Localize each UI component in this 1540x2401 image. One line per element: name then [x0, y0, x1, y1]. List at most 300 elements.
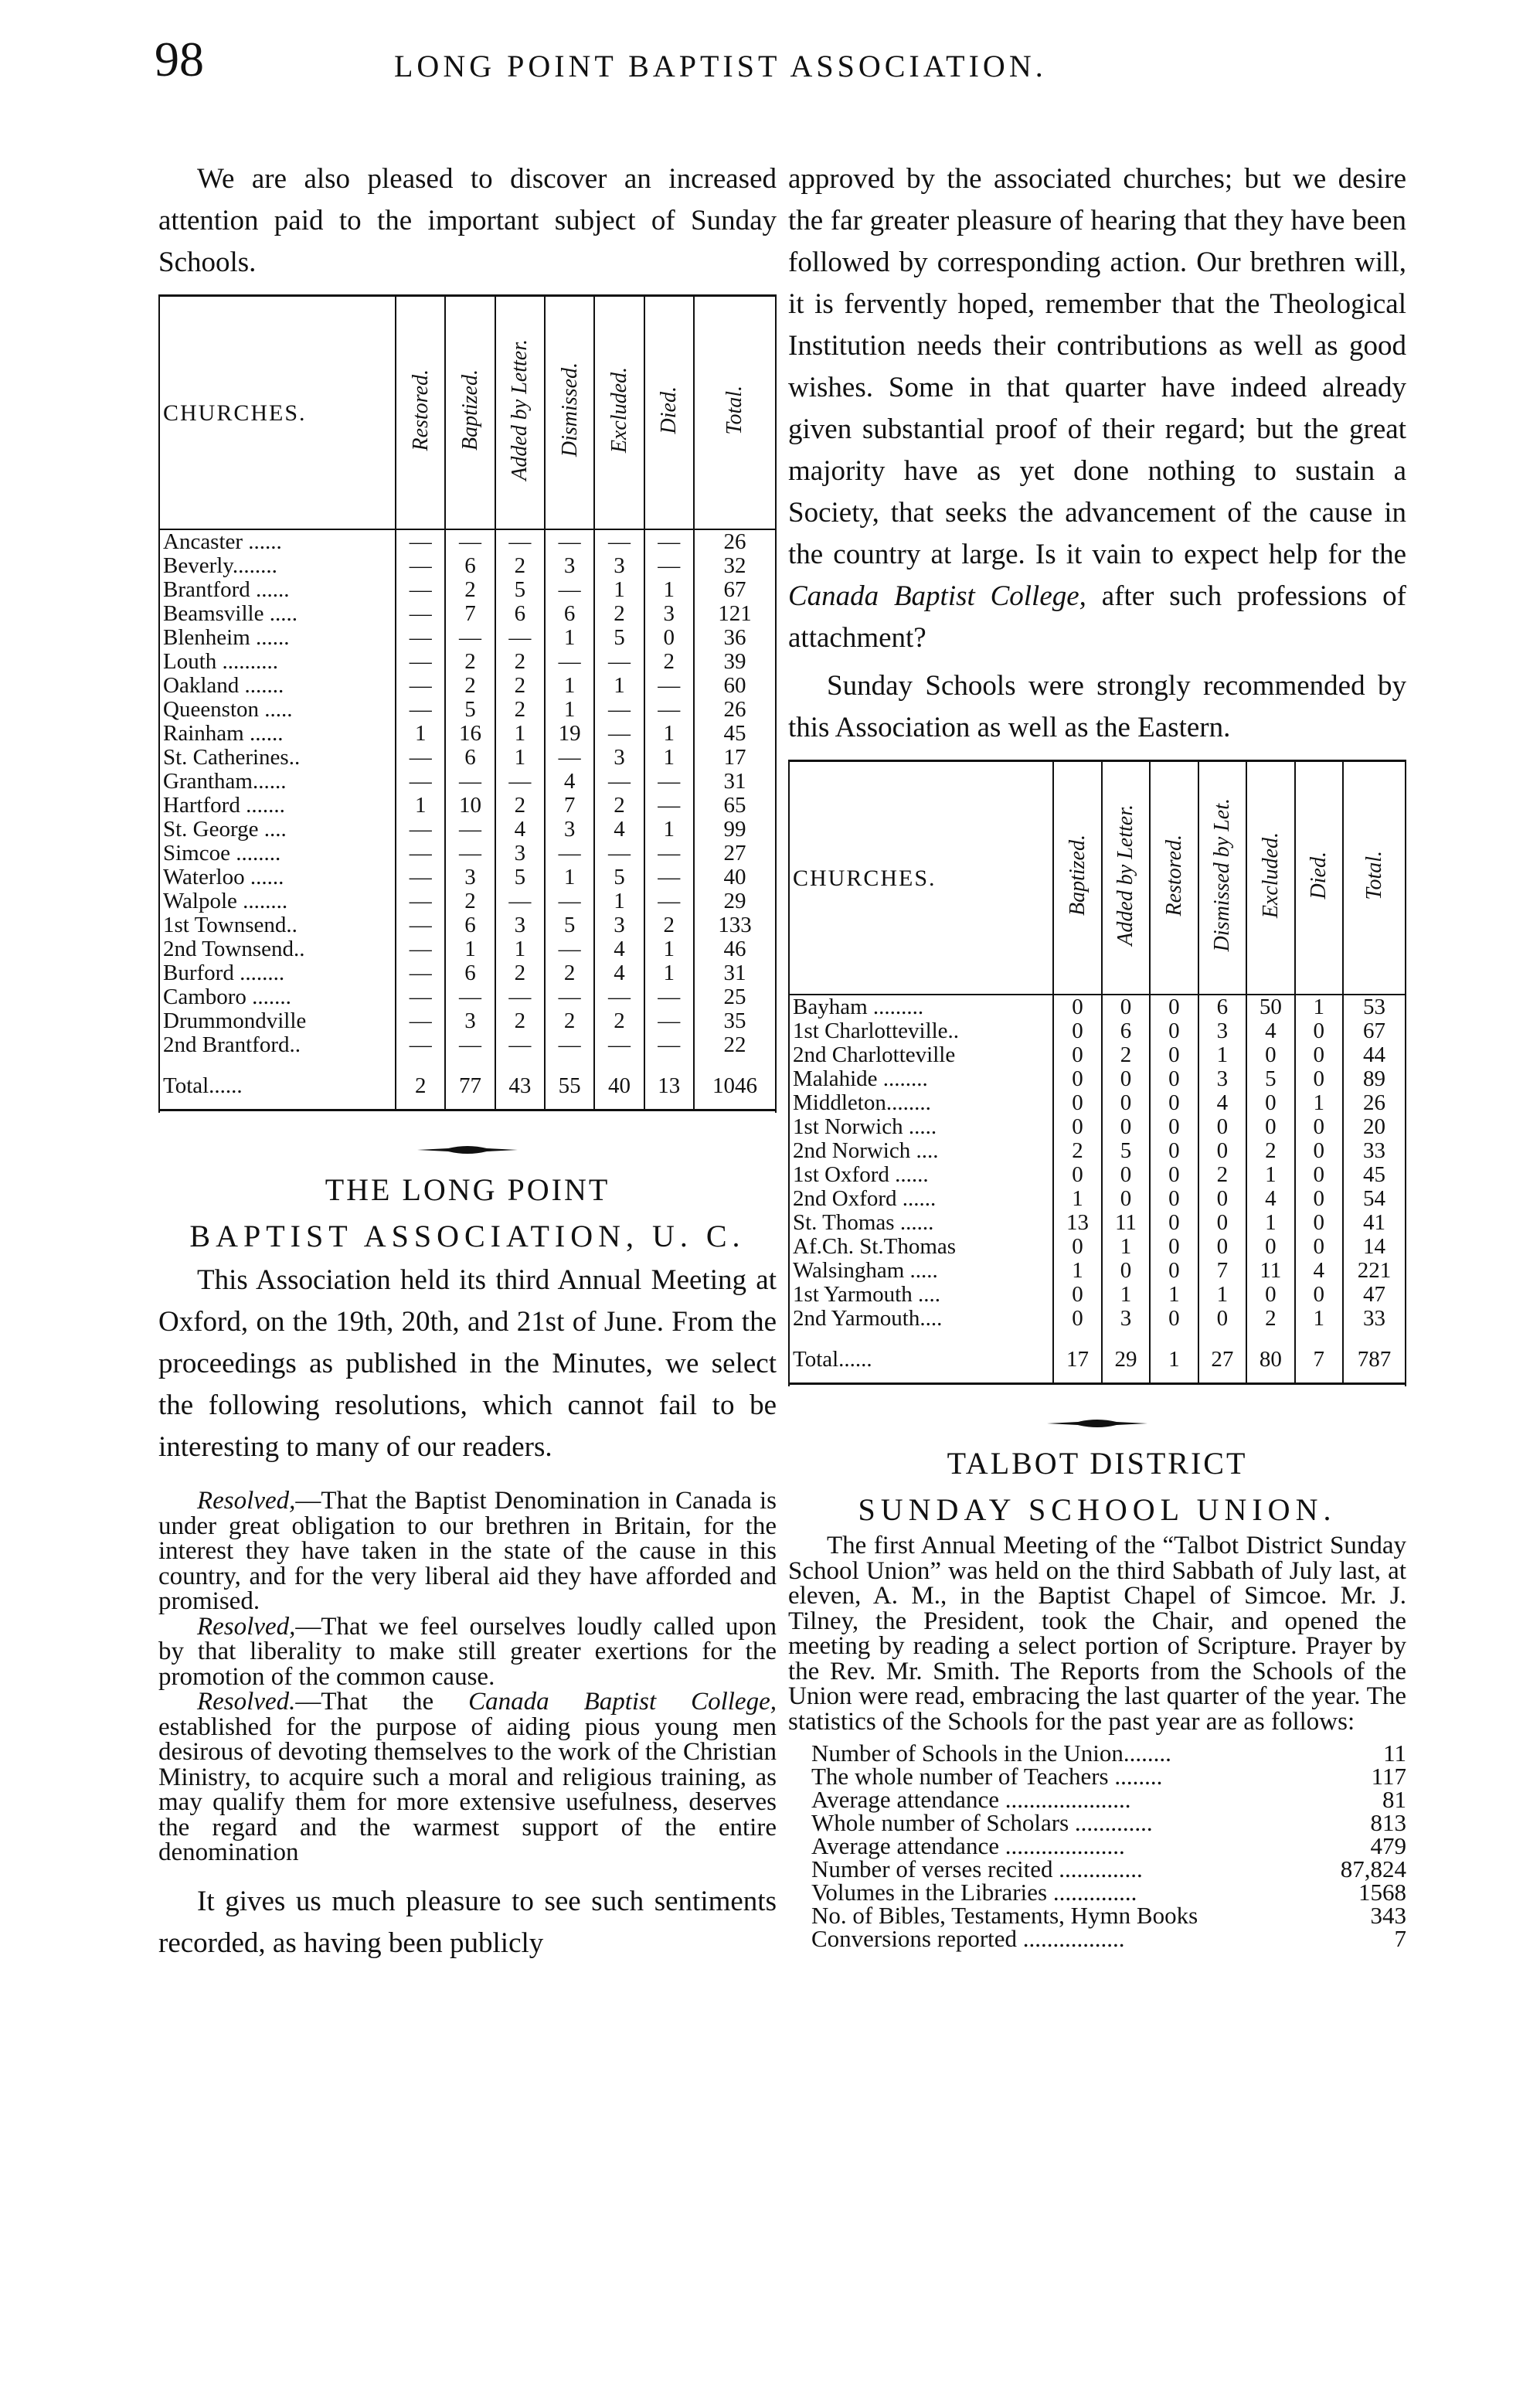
- table-cell: —: [445, 818, 495, 842]
- table-cell: 99: [694, 818, 775, 842]
- left-column: [158, 158, 777, 1964]
- column-header-label: Died.: [657, 386, 682, 434]
- table-cell: 0: [1295, 1139, 1343, 1163]
- resolution-1: [158, 1488, 777, 1614]
- table-cell: 2: [445, 674, 495, 698]
- column-header: [545, 296, 594, 530]
- column-header: [495, 296, 545, 530]
- church-name: Camboro .......: [163, 985, 291, 1009]
- table-cell: 0: [1198, 1187, 1246, 1211]
- table-cell: 0: [1295, 1187, 1343, 1211]
- table-row: [160, 818, 775, 842]
- table-cell: 1: [644, 818, 694, 842]
- table-cell: 0: [1102, 1187, 1150, 1211]
- table-cell: —: [545, 650, 594, 674]
- table-cell: —: [644, 794, 694, 818]
- table-cell: 31: [694, 961, 775, 985]
- table-cell: 25: [694, 985, 775, 1009]
- table-cell: 5: [1246, 1067, 1294, 1091]
- church-name: 2nd Norwich ....: [793, 1138, 939, 1163]
- table-cell: 2: [445, 578, 495, 602]
- table-cell: —: [594, 698, 644, 722]
- table-cell: 1: [644, 578, 694, 602]
- table-cell: —: [644, 866, 694, 889]
- statistic-value: 11: [1383, 1740, 1406, 1767]
- table-cell: 11: [1102, 1211, 1150, 1235]
- ornament-divider-icon: [1047, 1417, 1147, 1430]
- table-cell: 0: [1246, 1043, 1294, 1067]
- table-cell: 40: [694, 866, 775, 889]
- table-cell: —: [396, 818, 445, 842]
- closing-paragraph: It gives us much pleasure to see such sentiments recorded, as having been publicly: [158, 1885, 777, 1959]
- ornament-divider-icon: [417, 1144, 518, 1156]
- total-cell: 27: [1198, 1331, 1246, 1384]
- column-header-label: Restored.: [1161, 834, 1186, 917]
- table-cell: —: [545, 1033, 594, 1057]
- table-cell: 0: [1053, 1043, 1101, 1067]
- table-cell: 44: [1343, 1043, 1405, 1067]
- church-name: Waterloo ......: [163, 865, 284, 889]
- sunday-schools-paragraph: Sunday Schools were strongly recommended by this Association as well as the Eastern.: [788, 670, 1406, 743]
- table-row: [160, 913, 775, 937]
- table-cell: 2: [495, 698, 545, 722]
- college-name: Canada Baptist College,: [788, 580, 1086, 612]
- table-cell: 67: [694, 578, 775, 602]
- total-cell: 7: [1295, 1331, 1343, 1384]
- statistic-value: 343: [1370, 1902, 1406, 1929]
- resolution-3: [158, 1689, 777, 1865]
- statistic-value: 117: [1371, 1763, 1406, 1790]
- column-header: [1150, 761, 1198, 995]
- table-cell: 3: [1198, 1067, 1246, 1091]
- table-cell: —: [644, 1009, 694, 1033]
- table-cell: 33: [1343, 1139, 1405, 1163]
- table-cell: 2: [495, 1009, 545, 1033]
- table-cell: 4: [594, 937, 644, 961]
- table-cell: —: [545, 985, 594, 1009]
- table-cell: —: [445, 1033, 495, 1057]
- table-cell: 31: [694, 770, 775, 794]
- table-cell: 1: [1053, 1259, 1101, 1283]
- table-cell: 26: [694, 529, 775, 554]
- church-name: Burford ........: [163, 961, 285, 985]
- table-cell: 0: [1150, 1019, 1198, 1043]
- column-header: [790, 761, 1053, 995]
- church-name: St. George ....: [163, 817, 287, 842]
- table-cell: 26: [1343, 1091, 1405, 1115]
- table-cell: 2: [445, 889, 495, 913]
- table-cell: 4: [594, 818, 644, 842]
- total-cell: 17: [1053, 1331, 1101, 1384]
- table-cell: 32: [694, 554, 775, 578]
- table-cell: 10: [445, 794, 495, 818]
- page-number: 98: [155, 32, 204, 87]
- column-header-label: Excluded.: [1258, 832, 1283, 919]
- table-row: [160, 722, 775, 746]
- table-cell: 65: [694, 794, 775, 818]
- table-cell: 27: [694, 842, 775, 866]
- table-cell: 3: [495, 842, 545, 866]
- church-name: Beamsville .....: [163, 601, 297, 626]
- table-cell: 1: [644, 937, 694, 961]
- table-cell: 1: [1053, 1187, 1101, 1211]
- table-row: [790, 1019, 1405, 1043]
- table-cell: 0: [1150, 1043, 1198, 1067]
- table-cell: 20: [1343, 1115, 1405, 1139]
- table-row: [160, 1009, 775, 1033]
- table-cell: 5: [495, 578, 545, 602]
- table-cell: 47: [1343, 1283, 1405, 1307]
- church-name: Af.Ch. St.Thomas: [793, 1234, 957, 1259]
- column-header-label: Baptized.: [1066, 835, 1090, 916]
- table-cell: 29: [694, 889, 775, 913]
- table-cell: 0: [1150, 1115, 1198, 1139]
- table-cell: 4: [1246, 1019, 1294, 1043]
- table-cell: 6: [1198, 995, 1246, 1019]
- table-cell: 0: [1246, 1283, 1294, 1307]
- table-cell: —: [545, 889, 594, 913]
- table-cell: —: [594, 529, 644, 554]
- table-cell: 1: [1295, 1307, 1343, 1331]
- table-cell: 1: [644, 961, 694, 985]
- column-header: [694, 296, 775, 530]
- table-row: [790, 1115, 1405, 1139]
- table-cell: —: [396, 698, 445, 722]
- column-header-label: Dismissed by Let.: [1210, 798, 1235, 952]
- column-header-label: Total.: [722, 385, 747, 435]
- table-row: [790, 1187, 1405, 1211]
- table-cell: 3: [445, 866, 495, 889]
- column-header: [1295, 761, 1343, 995]
- table-cell: 33: [1343, 1307, 1405, 1331]
- table-cell: 2: [644, 650, 694, 674]
- church-name: Malahide ........: [793, 1066, 928, 1091]
- table-cell: —: [495, 529, 545, 554]
- table-cell: 0: [1150, 1235, 1198, 1259]
- table-cell: 2: [1053, 1139, 1101, 1163]
- section-subtitle-association: BAPTIST ASSOCIATION, U. C.: [189, 1219, 746, 1253]
- table-row: [160, 842, 775, 866]
- table-cell: —: [396, 770, 445, 794]
- total-cell: 1046: [694, 1057, 775, 1110]
- table-cell: 46: [694, 937, 775, 961]
- column-header: [445, 296, 495, 530]
- total-cell: 55: [545, 1057, 594, 1110]
- text: after such professions of attachment?: [788, 580, 1406, 654]
- table-cell: 133: [694, 913, 775, 937]
- church-name: 1st Townsend..: [163, 913, 297, 937]
- resolution-text: —That we feel ourselves loudly called upon by that liberality to make still greater exertions for the promotion of the common cause.: [158, 1612, 777, 1691]
- table-cell: —: [495, 1033, 545, 1057]
- table-cell: —: [445, 626, 495, 650]
- table-cell: 2: [1102, 1043, 1150, 1067]
- statistic-label: Conversions reported .................: [811, 1925, 1125, 1952]
- intro-paragraph: We are also pleased to discover an increased attention paid to the important subject of Sunday Schools.: [158, 163, 777, 278]
- church-name: Walpole ........: [163, 889, 288, 913]
- table-cell: —: [545, 937, 594, 961]
- table-cell: 14: [1343, 1235, 1405, 1259]
- table-cell: 67: [1343, 1019, 1405, 1043]
- church-name: Bayham .........: [793, 995, 924, 1019]
- table-cell: —: [396, 842, 445, 866]
- table-row: [790, 1091, 1405, 1115]
- church-statistics-table-1: [158, 294, 777, 1113]
- table-cell: 0: [1198, 1235, 1246, 1259]
- continuation-paragraph: [788, 158, 1406, 659]
- table-cell: 4: [1198, 1091, 1246, 1115]
- table-row: [160, 889, 775, 913]
- table-cell: 3: [1102, 1307, 1150, 1331]
- table-cell: 0: [1198, 1307, 1246, 1331]
- table-cell: 0: [1102, 1259, 1150, 1283]
- table-row: [160, 985, 775, 1009]
- statistic-row: [788, 1788, 1406, 1811]
- resolved-label: Resolved,: [197, 1612, 296, 1641]
- table-row: [790, 1283, 1405, 1307]
- resolved-label: Resolved,: [197, 1487, 296, 1515]
- table-cell: —: [396, 866, 445, 889]
- table-cell: 45: [694, 722, 775, 746]
- statistic-value: 7: [1394, 1925, 1406, 1952]
- total-label: Total......: [793, 1347, 872, 1372]
- church-name: 2nd Townsend..: [163, 937, 305, 961]
- table-cell: 0: [1102, 1091, 1150, 1115]
- table-cell: 17: [694, 746, 775, 770]
- table-cell: 1: [1198, 1043, 1246, 1067]
- table-cell: 7: [545, 794, 594, 818]
- table-cell: 39: [694, 650, 775, 674]
- column-header: [1102, 761, 1150, 995]
- table-cell: 0: [1150, 1187, 1198, 1211]
- table-cell: 1: [495, 937, 545, 961]
- table-cell: 2: [594, 602, 644, 626]
- table-cell: 3: [594, 554, 644, 578]
- table-cell: —: [644, 529, 694, 554]
- table-row: [160, 794, 775, 818]
- church-name: Drummondville: [163, 1008, 307, 1033]
- table-cell: 0: [1295, 1211, 1343, 1235]
- table-cell: 36: [694, 626, 775, 650]
- table-cell: 0: [1150, 995, 1198, 1019]
- table-cell: —: [545, 746, 594, 770]
- table-cell: 2: [495, 674, 545, 698]
- church-name: 2nd Brantford..: [163, 1032, 301, 1057]
- total-row: [160, 1057, 775, 1110]
- column-header-label: Restored.: [408, 369, 433, 451]
- table-row: [160, 602, 775, 626]
- column-header: [396, 296, 445, 530]
- church-name: 1st Charlotteville..: [793, 1019, 960, 1043]
- table-cell: 6: [445, 913, 495, 937]
- table-cell: 0: [1150, 1259, 1198, 1283]
- table-row: [790, 1067, 1405, 1091]
- church-name: Simcoe ........: [163, 841, 281, 866]
- table-cell: 4: [495, 818, 545, 842]
- table-row: [790, 1211, 1405, 1235]
- table-cell: —: [396, 913, 445, 937]
- table-cell: 1: [545, 866, 594, 889]
- total-row: [790, 1331, 1405, 1384]
- statistic-label: No. of Bibles, Testaments, Hymn Books: [811, 1902, 1198, 1929]
- statistic-row: [788, 1881, 1406, 1904]
- table-row: [160, 746, 775, 770]
- section-subtitle-union: SUNDAY SCHOOL UNION.: [858, 1492, 1337, 1527]
- table-cell: 13: [1053, 1211, 1101, 1235]
- table-cell: —: [396, 961, 445, 985]
- table-cell: 1: [545, 626, 594, 650]
- table-cell: 4: [1246, 1187, 1294, 1211]
- table-cell: —: [644, 698, 694, 722]
- table-cell: 1: [396, 794, 445, 818]
- table-cell: —: [495, 626, 545, 650]
- table-cell: —: [396, 602, 445, 626]
- column-header-label: Baptized.: [458, 369, 483, 451]
- table-row: [790, 1163, 1405, 1187]
- statistic-row: [788, 1927, 1406, 1950]
- column-header-label: Added by Letter.: [508, 339, 532, 481]
- table-cell: 3: [545, 818, 594, 842]
- table-cell: 1: [1102, 1235, 1150, 1259]
- table-cell: 0: [1150, 1139, 1198, 1163]
- table-cell: 3: [644, 602, 694, 626]
- church-name: Ancaster ......: [163, 529, 282, 554]
- table-cell: 5: [594, 866, 644, 889]
- table-cell: 0: [644, 626, 694, 650]
- total-cell: 2: [396, 1057, 445, 1110]
- church-name: Grantham......: [163, 769, 287, 794]
- table-cell: 4: [594, 961, 644, 985]
- resolved-label: Resolved.: [197, 1688, 296, 1716]
- table-cell: 0: [1198, 1139, 1246, 1163]
- table-cell: 60: [694, 674, 775, 698]
- table-cell: 2: [445, 650, 495, 674]
- table-cell: —: [495, 985, 545, 1009]
- total-cell: 43: [495, 1057, 545, 1110]
- table-cell: 5: [1102, 1139, 1150, 1163]
- table-cell: —: [545, 529, 594, 554]
- table-cell: 0: [1246, 1235, 1294, 1259]
- table-row: [790, 1139, 1405, 1163]
- statistic-value: 479: [1370, 1832, 1406, 1859]
- table-cell: 26: [694, 698, 775, 722]
- table-row: [790, 995, 1405, 1019]
- table-cell: 1: [445, 937, 495, 961]
- table-cell: 4: [1295, 1259, 1343, 1283]
- church-name: St. Catherines..: [163, 745, 301, 770]
- table-cell: 50: [1246, 995, 1294, 1019]
- statistic-label: Average attendance ....................: [811, 1832, 1125, 1859]
- table-cell: —: [396, 889, 445, 913]
- statistic-label: Average attendance .....................: [811, 1786, 1131, 1813]
- total-cell: 29: [1102, 1331, 1150, 1384]
- table-cell: 0: [1150, 1067, 1198, 1091]
- table-cell: 1: [1295, 995, 1343, 1019]
- table-cell: —: [445, 529, 495, 554]
- table-cell: 121: [694, 602, 775, 626]
- table-cell: —: [396, 626, 445, 650]
- table-cell: 11: [1246, 1259, 1294, 1283]
- table-cell: 1: [495, 722, 545, 746]
- table-cell: —: [396, 650, 445, 674]
- table-cell: —: [594, 722, 644, 746]
- table-row: [160, 650, 775, 674]
- table-cell: 1: [1198, 1283, 1246, 1307]
- table-cell: —: [396, 674, 445, 698]
- statistic-value: 81: [1382, 1786, 1406, 1813]
- table-cell: 6: [495, 602, 545, 626]
- table-cell: 0: [1295, 1067, 1343, 1091]
- text: approved by the associated churches; but we desire the far greater pleasure of hearing that they have been followed by corresponding action. Our brethren will, it is fervently hoped, remember that the Theological Institution needs their contributions as well as good wishes. Some in that quarter have indeed already given substantial proof of their regard; but the great majority have as yet done nothing to sustain a Society, that seeks the advancement of the cause in the country at large. Is it vain to expect help for the: [788, 163, 1406, 570]
- table-cell: 0: [1198, 1211, 1246, 1235]
- table-cell: —: [495, 889, 545, 913]
- church-name: 1st Norwich .....: [793, 1114, 937, 1139]
- table-cell: 7: [1198, 1259, 1246, 1283]
- table-cell: —: [396, 554, 445, 578]
- column-header: [1053, 761, 1101, 995]
- section-title-long-point: THE LONG POINT: [325, 1172, 610, 1207]
- table-cell: 6: [445, 554, 495, 578]
- table-cell: —: [445, 985, 495, 1009]
- resolution-text: established for the purpose of aiding pious young men desirous of devoting themselves to the work of the Christian Ministry, to acquire such a moral and religious training, as may qualify them for more extensive usefulness, deserves the regard and the warmest support of the entire denomination: [158, 1712, 777, 1866]
- union-paragraph: The first Annual Meeting of the “Talbot District Sunday School Union” was held on the third Sabbath of July last, at eleven, A. M., in the Baptist Chapel of Simcoe. Mr. J. Tilney, the President, took the Chair, and opened the meeting by reading a select portion of Scripture. Prayer by the Rev. Mr. Smith. The Reports from the Schools of the Union were read, embracing the last quarter of the year. The statistics of the Schools for the past year are as follows:: [788, 1532, 1406, 1736]
- column-header: [1198, 761, 1246, 995]
- table-cell: —: [396, 529, 445, 554]
- table-cell: 0: [1102, 1115, 1150, 1139]
- college-name: Canada Baptist College,: [468, 1688, 777, 1716]
- church-name: Middleton........: [793, 1090, 931, 1115]
- table-row: [160, 866, 775, 889]
- column-header: [644, 296, 694, 530]
- table-cell: 5: [445, 698, 495, 722]
- table-cell: 2: [594, 794, 644, 818]
- table-cell: 0: [1053, 1235, 1101, 1259]
- right-column: [788, 158, 1406, 1950]
- column-header-label: Excluded.: [607, 366, 631, 454]
- table-cell: —: [644, 554, 694, 578]
- church-name: 2nd Charlotteville: [793, 1042, 956, 1067]
- table-cell: 1: [1102, 1283, 1150, 1307]
- table-cell: 0: [1295, 1019, 1343, 1043]
- table-cell: 2: [495, 554, 545, 578]
- table-cell: 0: [1053, 1091, 1101, 1115]
- table-cell: 2: [545, 1009, 594, 1033]
- table-row: [790, 1307, 1405, 1331]
- table-cell: 6: [445, 746, 495, 770]
- column-header-label: Total.: [1362, 850, 1386, 900]
- table-cell: 0: [1295, 1235, 1343, 1259]
- table-cell: 1: [594, 674, 644, 698]
- church-name: Rainham ......: [163, 721, 284, 746]
- church-name: Brantford ......: [163, 577, 290, 602]
- table-cell: 1: [594, 889, 644, 913]
- column-header: [594, 296, 644, 530]
- table-cell: 4: [545, 770, 594, 794]
- column-header-label: CHURCHES.: [793, 865, 937, 891]
- table-cell: —: [396, 1009, 445, 1033]
- table-cell: 0: [1053, 1163, 1101, 1187]
- table-cell: 1: [396, 722, 445, 746]
- statistic-row: [788, 1765, 1406, 1788]
- table-cell: 5: [495, 866, 545, 889]
- table-cell: 1: [1150, 1283, 1198, 1307]
- table-cell: —: [644, 1033, 694, 1057]
- statistics-list: [788, 1742, 1406, 1950]
- table-cell: 0: [1198, 1115, 1246, 1139]
- table-cell: 0: [1295, 1283, 1343, 1307]
- column-header-label: CHURCHES.: [163, 400, 307, 426]
- column-header-label: Added by Letter.: [1113, 804, 1138, 946]
- table-cell: 5: [545, 913, 594, 937]
